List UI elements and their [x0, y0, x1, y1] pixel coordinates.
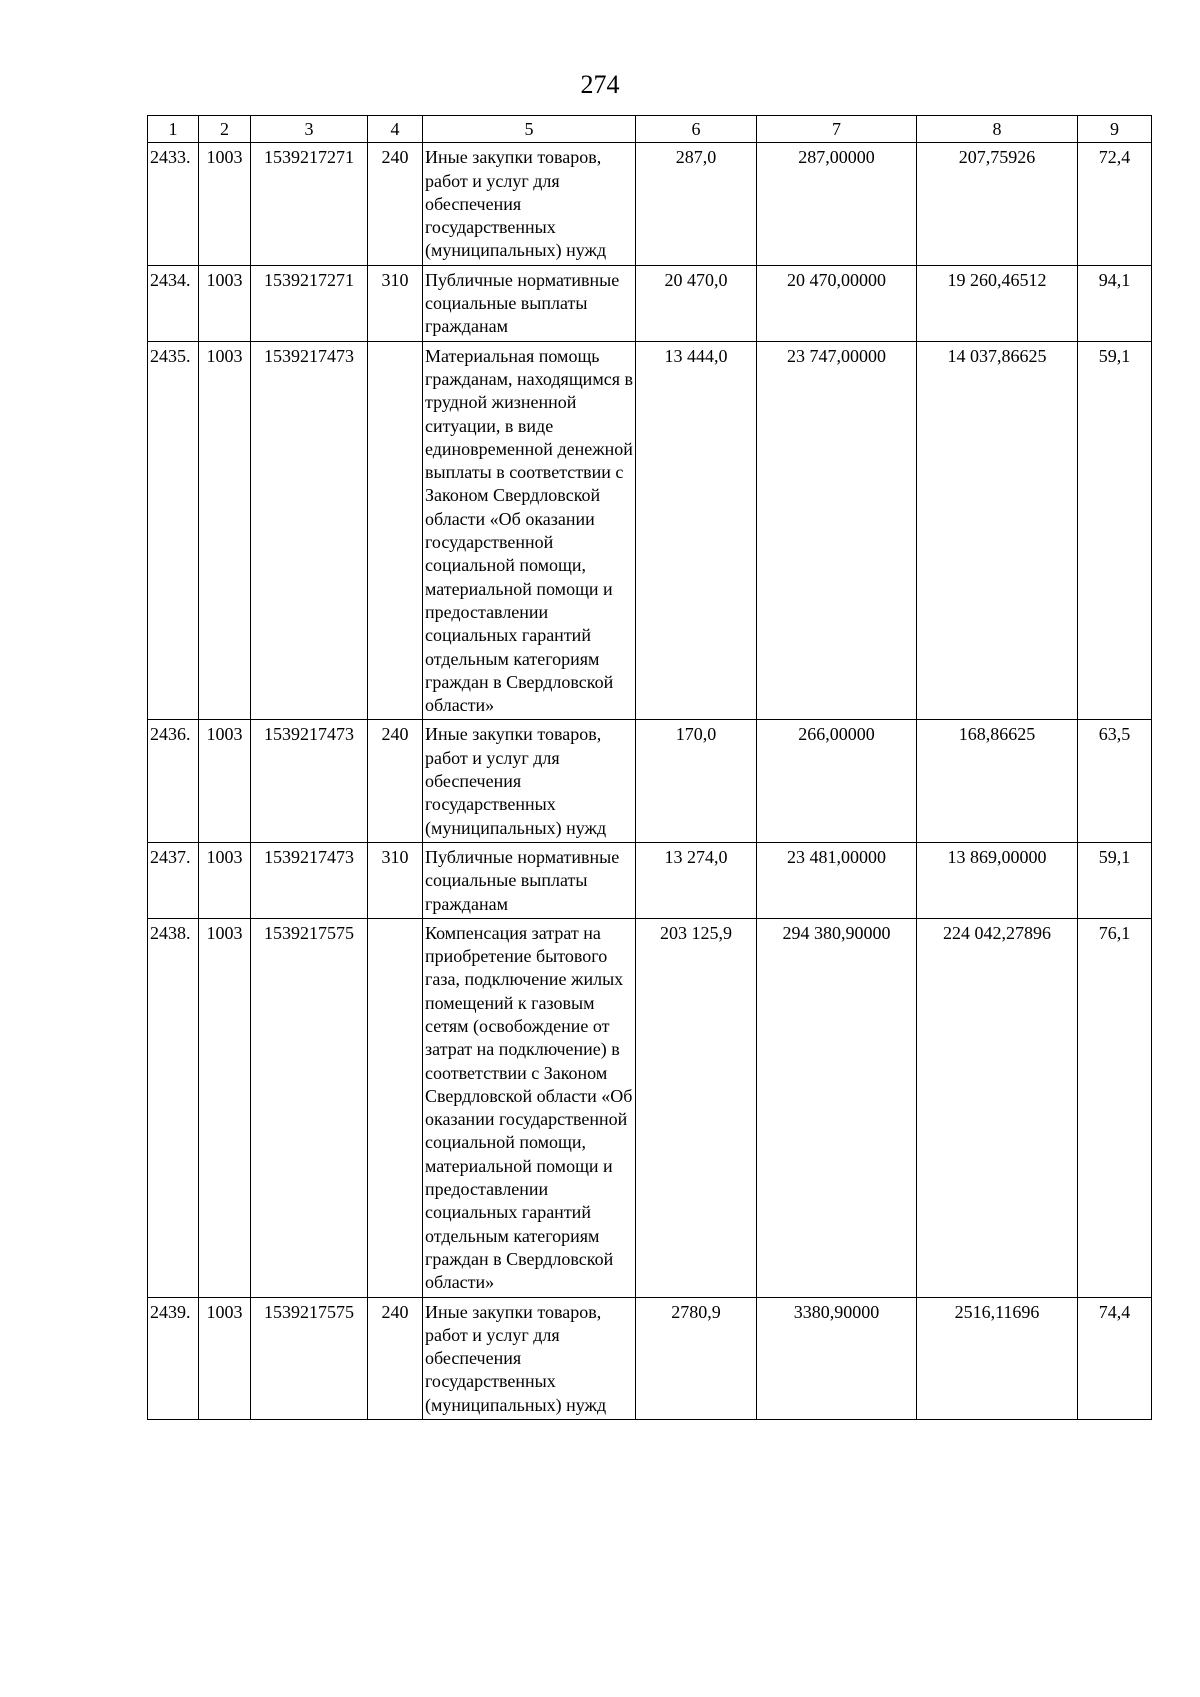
row-description: Иные закупки товаров, работ и услуг для обеспечения государственных (муниципальных) нужд — [423, 143, 636, 265]
row-number: 2433. — [148, 143, 199, 265]
expense-type-code — [368, 341, 423, 720]
value-col8: 14 037,86625 — [917, 341, 1078, 720]
value-col7: 266,00000 — [757, 720, 917, 842]
page-number: 274 — [580, 70, 620, 99]
value-col9: 59,1 — [1078, 341, 1152, 720]
expense-type-code: 240 — [368, 1297, 423, 1419]
row-description: Иные закупки товаров, работ и услуг для обеспечения государственных (муниципальных) нужд — [423, 720, 636, 842]
value-col9: 63,5 — [1078, 720, 1152, 842]
target-code: 1539217473 — [251, 842, 368, 918]
value-col9: 76,1 — [1078, 918, 1152, 1297]
column-header: 8 — [917, 116, 1078, 143]
value-col7: 23 747,00000 — [757, 341, 917, 720]
value-col7: 287,00000 — [757, 143, 917, 265]
table-header-row — [148, 116, 1152, 143]
row-number: 2439. — [148, 1297, 199, 1419]
value-col8: 13 869,00000 — [917, 842, 1078, 918]
value-col7: 23 481,00000 — [757, 842, 917, 918]
value-col6: 170,0 — [636, 720, 757, 842]
row-description: Компенсация затрат на приобретение бытового газа, подключение жилых помещений к газовым сетям (освобождение от затрат на подключение) в соответствии с Законом Свердловской области «Об оказании государственной социальной помощи, материальной помощи и предоставлении социальных гарантий отдельным категориям граждан в Свердловской области» — [423, 918, 636, 1297]
table-row — [148, 918, 1152, 1297]
column-header: 5 — [423, 116, 636, 143]
expense-type-code: 310 — [368, 265, 423, 341]
section-code: 1003 — [199, 341, 251, 720]
row-description: Иные закупки товаров, работ и услуг для обеспечения государственных (муниципальных) нужд — [423, 1297, 636, 1419]
row-number: 2436. — [148, 720, 199, 842]
row-number: 2438. — [148, 918, 199, 1297]
target-code: 1539217575 — [251, 918, 368, 1297]
value-col8: 168,86625 — [917, 720, 1078, 842]
value-col6: 287,0 — [636, 143, 757, 265]
section-code: 1003 — [199, 1297, 251, 1419]
row-number: 2434. — [148, 265, 199, 341]
table-row — [148, 265, 1152, 341]
column-header: 4 — [368, 116, 423, 143]
column-header: 9 — [1078, 116, 1152, 143]
value-col8: 2516,11696 — [917, 1297, 1078, 1419]
value-col8: 224 042,27896 — [917, 918, 1078, 1297]
section-code: 1003 — [199, 918, 251, 1297]
target-code: 1539217575 — [251, 1297, 368, 1419]
budget-table — [147, 115, 1152, 1420]
expense-type-code — [368, 918, 423, 1297]
target-code: 1539217271 — [251, 265, 368, 341]
value-col6: 2780,9 — [636, 1297, 757, 1419]
expense-type-code: 240 — [368, 720, 423, 842]
value-col6: 20 470,0 — [636, 265, 757, 341]
table-row — [148, 842, 1152, 918]
value-col6: 13 274,0 — [636, 842, 757, 918]
expense-type-code: 240 — [368, 143, 423, 265]
row-number: 2435. — [148, 341, 199, 720]
section-code: 1003 — [199, 265, 251, 341]
row-description: Публичные нормативные социальные выплаты гражданам — [423, 842, 636, 918]
value-col9: 59,1 — [1078, 842, 1152, 918]
value-col7: 20 470,00000 — [757, 265, 917, 341]
section-code: 1003 — [199, 842, 251, 918]
row-description: Публичные нормативные социальные выплаты гражданам — [423, 265, 636, 341]
column-header: 7 — [757, 116, 917, 143]
section-code: 1003 — [199, 720, 251, 842]
column-header: 3 — [251, 116, 368, 143]
table-row — [148, 1297, 1152, 1419]
value-col7: 3380,90000 — [757, 1297, 917, 1419]
value-col6: 13 444,0 — [636, 341, 757, 720]
column-header: 6 — [636, 116, 757, 143]
table-row — [148, 720, 1152, 842]
section-code: 1003 — [199, 143, 251, 265]
value-col9: 72,4 — [1078, 143, 1152, 265]
value-col9: 94,1 — [1078, 265, 1152, 341]
table-row — [148, 143, 1152, 265]
value-col9: 74,4 — [1078, 1297, 1152, 1419]
target-code: 1539217473 — [251, 341, 368, 720]
expense-type-code: 310 — [368, 842, 423, 918]
row-description: Материальная помощь гражданам, находящимся в трудной жизненной ситуации, в виде единовременной денежной выплаты в соответствии с Законом Свердловской области «Об оказании государственной социальной помощи, материальной помощи и предоставлении социальных гарантий отдельным категориям граждан в Свердловской области» — [423, 341, 636, 720]
value-col8: 207,75926 — [917, 143, 1078, 265]
column-header: 1 — [148, 116, 199, 143]
target-code: 1539217473 — [251, 720, 368, 842]
value-col6: 203 125,9 — [636, 918, 757, 1297]
table-row — [148, 341, 1152, 720]
value-col7: 294 380,90000 — [757, 918, 917, 1297]
target-code: 1539217271 — [251, 143, 368, 265]
value-col8: 19 260,46512 — [917, 265, 1078, 341]
row-number: 2437. — [148, 842, 199, 918]
column-header: 2 — [199, 116, 251, 143]
